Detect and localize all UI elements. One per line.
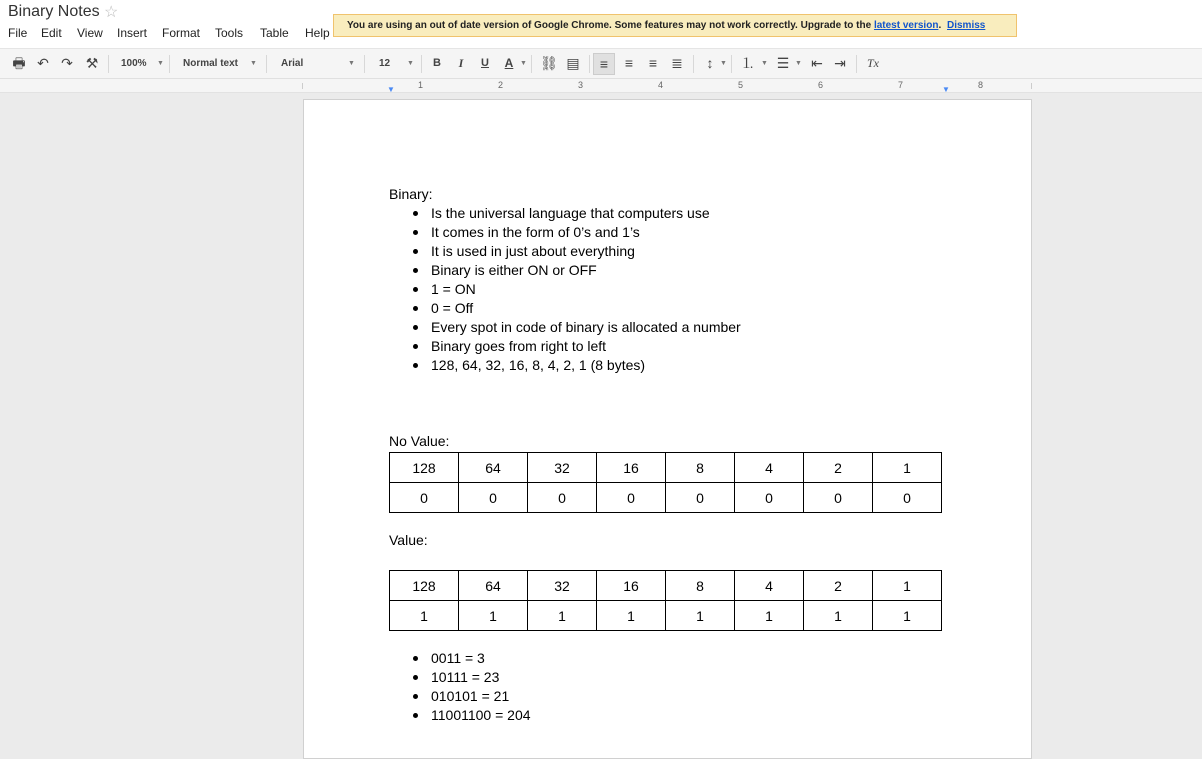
list-item: 10111 = 23 <box>411 668 531 687</box>
table-cell: 2 <box>804 571 873 601</box>
font-size-select[interactable] <box>379 49 414 78</box>
value-table <box>389 570 942 631</box>
dismiss-link[interactable]: Dismiss <box>947 20 986 31</box>
text-color-button[interactable]: A <box>504 56 514 70</box>
table-cell: 0 <box>666 483 735 513</box>
toolbar <box>0 48 1202 79</box>
list-item: Is the universal language that computers use <box>411 204 741 223</box>
chevron-down-icon: ▼ <box>795 60 802 67</box>
toolbar-divider <box>731 55 732 73</box>
title-bar <box>0 0 1202 48</box>
table-cell: 1 <box>873 571 942 601</box>
list-item: Binary is either ON or OFF <box>411 261 741 280</box>
font-size-value: 12 <box>379 58 391 69</box>
print-icon[interactable]: 🖶 <box>12 55 26 71</box>
ruler-number: 3 <box>578 80 584 90</box>
list-item: Every spot in code of binary is allocated a number <box>411 318 741 337</box>
toolbar-divider <box>364 55 365 73</box>
table-cell: 0 <box>390 483 459 513</box>
toolbar-divider <box>421 55 422 73</box>
table-cell: 32 <box>528 571 597 601</box>
table-row <box>390 571 942 601</box>
table-cell: 16 <box>597 571 666 601</box>
table-cell: 2 <box>804 453 873 483</box>
paragraph-style-value: Normal text <box>183 58 239 69</box>
italic-button[interactable]: I <box>458 56 464 70</box>
table-cell: 128 <box>390 571 459 601</box>
zoom-select[interactable] <box>121 49 164 78</box>
list-item: 0 = Off <box>411 299 741 318</box>
table-cell: 0 <box>873 483 942 513</box>
table-cell: 8 <box>666 453 735 483</box>
star-icon[interactable]: ☆ <box>104 4 119 21</box>
table-row <box>390 601 942 631</box>
list-item: 010101 = 21 <box>411 687 531 706</box>
latest-version-link[interactable]: latest version <box>873 20 939 31</box>
menu-file[interactable]: File <box>8 26 28 40</box>
bulleted-list-icon[interactable]: ☰ <box>776 55 790 71</box>
toolbar-divider <box>266 55 267 73</box>
list-item: Binary goes from right to left <box>411 337 741 356</box>
indent-marker-icon[interactable]: ▼ <box>387 85 395 94</box>
table-cell: 1 <box>666 601 735 631</box>
list-item: It comes in the form of 0’s and 1’s <box>411 223 741 242</box>
ruler-number: 1 <box>418 80 424 90</box>
ruler-number: 7 <box>898 80 904 90</box>
menu-format[interactable]: Format <box>162 26 201 40</box>
ruler-track <box>302 80 1032 94</box>
align-right-icon[interactable]: ≡ <box>648 55 658 71</box>
redo-icon[interactable]: ↷ <box>61 55 73 71</box>
table-cell: 8 <box>666 571 735 601</box>
table-cell: 0 <box>735 483 804 513</box>
heading-no-value: No Value: <box>389 433 450 449</box>
font-value: Arial <box>281 58 304 69</box>
table-cell: 32 <box>528 453 597 483</box>
ruler-number: 2 <box>498 80 504 90</box>
table-cell: 1 <box>459 601 528 631</box>
table-cell: 0 <box>459 483 528 513</box>
numbered-list-icon[interactable]: ⒈ <box>741 55 755 71</box>
menu-tools[interactable]: Tools <box>215 26 244 40</box>
line-spacing-icon[interactable]: ↕ <box>706 55 714 71</box>
document-title[interactable]: Binary Notes <box>8 3 100 20</box>
paint-format-icon[interactable]: ⚒ <box>85 55 99 71</box>
no-value-table <box>389 452 942 513</box>
decrease-indent-icon[interactable]: ⇤ <box>811 55 823 71</box>
ruler-number: 6 <box>818 80 824 90</box>
warning-message: You are using an out of date version of Google Chrome. Some features may not work correctly. Upgrade to the <box>347 20 872 31</box>
toolbar-divider <box>531 55 532 73</box>
examples-bullet-list <box>411 649 531 725</box>
align-justify-icon[interactable]: ≣ <box>671 55 683 71</box>
menu-view[interactable]: View <box>77 26 103 40</box>
heading-binary: Binary: <box>389 186 433 202</box>
ruler-number: 4 <box>658 80 664 90</box>
increase-indent-icon[interactable]: ⇥ <box>834 55 846 71</box>
toolbar-divider <box>693 55 694 73</box>
table-cell: 1 <box>735 601 804 631</box>
document-page[interactable] <box>303 99 1032 759</box>
menu-insert[interactable]: Insert <box>117 26 148 40</box>
align-center-icon[interactable]: ≡ <box>624 55 634 71</box>
align-left-icon[interactable]: ≡ <box>593 53 615 75</box>
table-cell: 0 <box>804 483 873 513</box>
underline-button[interactable]: U <box>481 57 489 69</box>
toolbar-divider <box>856 55 857 73</box>
toolbar-divider <box>108 55 109 73</box>
ruler-number: 5 <box>738 80 744 90</box>
table-row <box>390 483 942 513</box>
menu-table[interactable]: Table <box>260 26 289 40</box>
table-cell: 4 <box>735 453 804 483</box>
table-cell: 4 <box>735 571 804 601</box>
ruler <box>0 79 1202 93</box>
table-cell: 16 <box>597 453 666 483</box>
zoom-value: 100% <box>121 58 147 69</box>
ruler-number: 8 <box>978 80 984 90</box>
bold-button[interactable]: B <box>433 57 441 69</box>
table-cell: 1 <box>873 601 942 631</box>
menu-edit[interactable]: Edit <box>41 26 62 40</box>
table-cell: 1 <box>528 601 597 631</box>
table-cell: 1 <box>597 601 666 631</box>
table-row <box>390 453 942 483</box>
list-item: It is used in just about everything <box>411 242 741 261</box>
table-cell: 1 <box>804 601 873 631</box>
list-item: 128, 64, 32, 16, 8, 4, 2, 1 (8 bytes) <box>411 356 741 375</box>
heading-value: Value: <box>389 532 428 548</box>
table-cell: 1 <box>873 453 942 483</box>
paragraph-style-select[interactable] <box>183 49 258 78</box>
chevron-down-icon: ▼ <box>407 60 414 67</box>
undo-icon[interactable]: ↶ <box>37 55 49 71</box>
font-select[interactable] <box>281 49 356 78</box>
table-cell: 64 <box>459 571 528 601</box>
warning-period: . <box>938 20 942 31</box>
chevron-down-icon: ▼ <box>250 60 257 67</box>
comment-icon[interactable]: ▤ <box>566 55 580 71</box>
table-cell: 64 <box>459 453 528 483</box>
table-cell: 1 <box>390 601 459 631</box>
toolbar-divider <box>169 55 170 73</box>
clear-formatting-button[interactable]: Tx <box>867 56 879 70</box>
toolbar-divider <box>589 55 590 73</box>
table-cell: 128 <box>390 453 459 483</box>
list-item: 0011 = 3 <box>411 649 531 668</box>
chevron-down-icon: ▼ <box>157 60 164 67</box>
table-cell: 0 <box>597 483 666 513</box>
list-item: 11001100 = 204 <box>411 706 531 725</box>
right-margin-marker-icon[interactable]: ▼ <box>942 85 950 94</box>
chevron-down-icon: ▼ <box>720 60 727 67</box>
outdated-browser-warning <box>333 14 1017 37</box>
link-icon[interactable]: ⛓ <box>540 55 558 71</box>
table-cell: 0 <box>528 483 597 513</box>
chevron-down-icon: ▼ <box>520 60 527 67</box>
binary-bullet-list <box>411 204 741 375</box>
menu-help[interactable]: Help <box>305 26 330 40</box>
list-item: 1 = ON <box>411 280 741 299</box>
chevron-down-icon: ▼ <box>348 60 355 67</box>
chevron-down-icon: ▼ <box>761 60 768 67</box>
